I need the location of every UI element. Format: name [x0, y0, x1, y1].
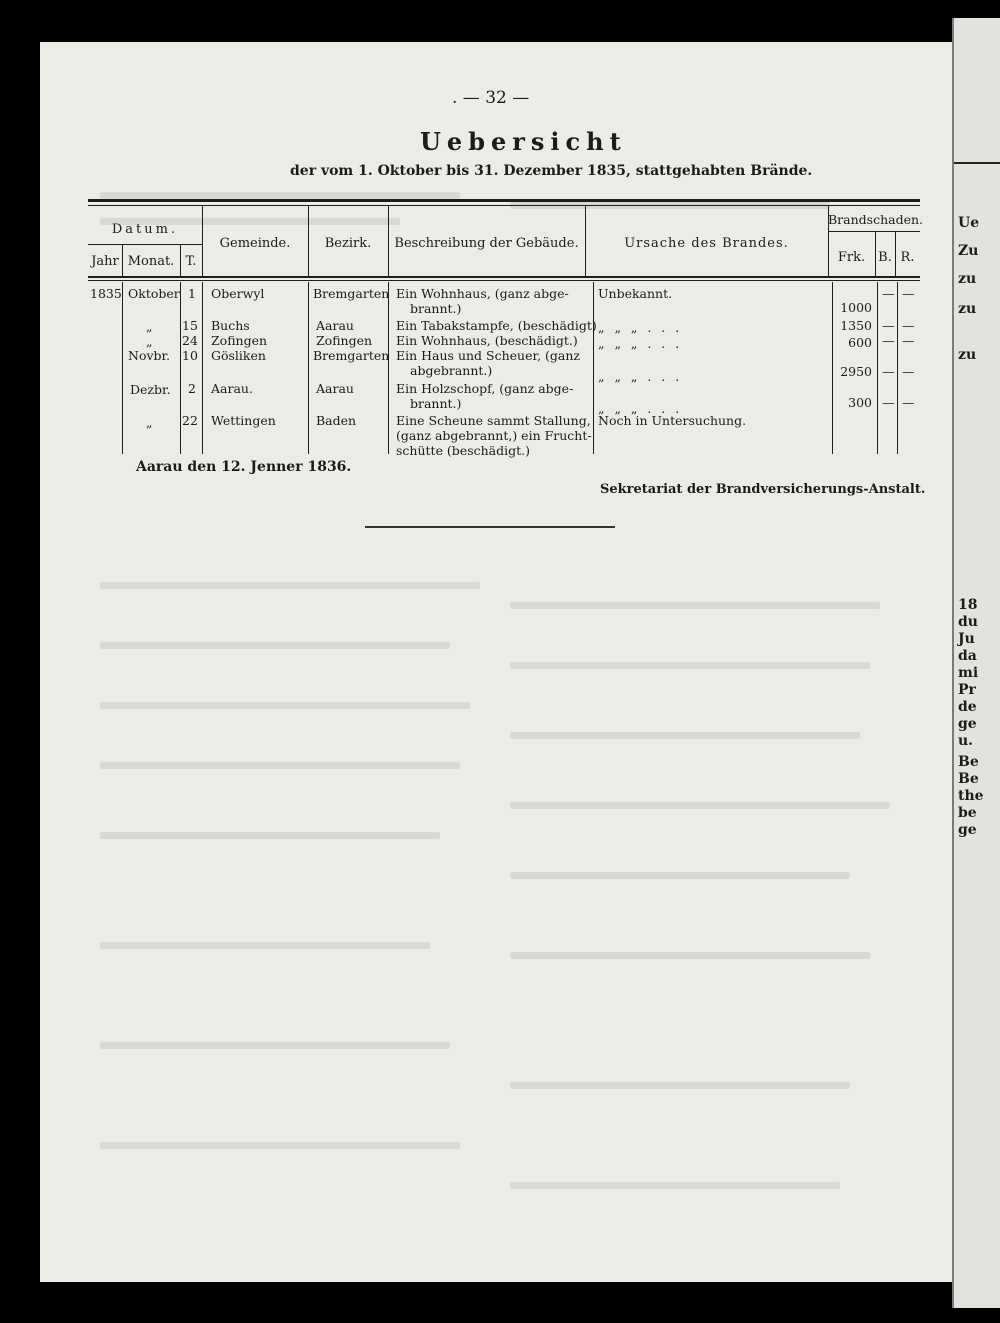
cell-b: —: [882, 318, 895, 333]
cell-tag: 24: [182, 333, 198, 348]
adjacent-fragment: Zu: [958, 243, 979, 259]
cell-jahr: 1835: [90, 286, 122, 301]
cell-beschreibung-line: schütte (beschädigt.): [396, 443, 531, 458]
cell-monat: Oktober: [128, 286, 180, 301]
cell-gemeinde: Aarau.: [211, 381, 253, 396]
header-brandschaden: Brandschaden.: [828, 212, 924, 227]
cell-ursache: „ „ „ . . .: [598, 401, 683, 416]
cell-monat: „: [146, 415, 153, 430]
cell-r: —: [902, 333, 915, 348]
adjacent-fragment: Ju: [958, 631, 975, 647]
cell-tag: 15: [182, 318, 198, 333]
cell-b: —: [882, 286, 895, 301]
adjacent-fragment: Be: [958, 771, 979, 787]
header-r: R.: [900, 250, 915, 265]
cell-monat: „: [146, 319, 153, 334]
adjacent-fragment: the: [958, 788, 984, 804]
adjacent-fragment: ge: [958, 716, 977, 732]
cell-frk: 600: [848, 335, 872, 350]
cell-bezirk: Zofingen: [316, 333, 373, 348]
cell-beschreibung-line: Ein Wohnhaus, (ganz abge-: [396, 286, 569, 301]
cell-tag: 1: [188, 286, 196, 301]
cell-bezirk: Baden: [316, 413, 357, 428]
cell-monat: „: [146, 334, 153, 349]
cell-bezirk: Aarau: [316, 318, 354, 333]
adjacent-fragment: de: [958, 699, 977, 715]
header-b: B.: [878, 250, 892, 265]
cell-beschreibung-line: brannt.): [410, 301, 462, 316]
cell-ursache: „ „ „ . . .: [598, 369, 683, 384]
cell-beschreibung-line: Ein Wohnhaus, (beschädigt.): [396, 333, 578, 348]
header-beschreibung: Beschreibung der Gebäude.: [394, 236, 579, 251]
adjacent-page-edge: [952, 18, 1000, 1308]
cell-b: —: [882, 395, 895, 410]
separator-rule: [365, 526, 615, 528]
signature: Sekretariat der Brandversicherungs-Anstalt.: [600, 482, 926, 497]
cell-beschreibung-line: abgebrannt.): [410, 363, 493, 378]
cell-frk: 300: [848, 395, 872, 410]
cell-monat: Dezbr.: [130, 382, 171, 397]
cell-tag: 2: [188, 381, 196, 396]
cell-ursache: Noch in Untersuchung.: [598, 413, 747, 428]
cell-bezirk: Bremgarten: [313, 286, 390, 301]
header-datum: Datum.: [111, 222, 179, 237]
cell-r: —: [902, 286, 915, 301]
cell-ursache: „ „ „ . . .: [598, 336, 683, 351]
cell-beschreibung-line: Ein Haus und Scheuer, (ganz: [396, 348, 580, 363]
cell-gemeinde: Gösliken: [211, 348, 266, 363]
cell-b: —: [882, 333, 895, 348]
cell-monat: Novbr.: [128, 348, 171, 363]
cell-r: —: [902, 318, 915, 333]
cell-ursache: Unbekannt.: [598, 286, 673, 301]
cell-tag: 10: [182, 348, 198, 363]
cell-beschreibung-line: Ein Holzschopf, (ganz abge-: [396, 381, 574, 396]
cell-frk: 2950: [840, 364, 872, 379]
cell-gemeinde: Wettingen: [211, 413, 276, 428]
cell-r: —: [902, 364, 915, 379]
adjacent-fragment: Be: [958, 754, 979, 770]
adjacent-fragment: u.: [958, 733, 974, 749]
cell-gemeinde: Oberwyl: [211, 286, 265, 301]
header-frk: Frk.: [837, 250, 866, 265]
cell-beschreibung-line: Ein Tabakstampfe, (beschädigt): [396, 318, 597, 333]
cell-beschreibung-line: (ganz abgebrannt,) ein Frucht-: [396, 428, 592, 443]
header-jahr: Jahr: [91, 254, 119, 269]
adjacent-fragment: Pr: [958, 682, 976, 698]
place-date: Aarau den 12. Jenner 1836.: [136, 459, 352, 475]
cell-frk: 1000: [840, 300, 872, 315]
adjacent-fragment: mi: [958, 665, 979, 681]
cell-bezirk: Aarau: [316, 381, 354, 396]
adjacent-fragment: 18: [958, 597, 978, 613]
cell-tag: 22: [182, 413, 198, 428]
adjacent-fragment: du: [958, 614, 978, 630]
header-gemeinde: Gemeinde.: [219, 236, 291, 251]
cell-ursache: „ „ „ . . .: [598, 320, 683, 335]
cell-gemeinde: Zofingen: [211, 333, 268, 348]
cell-frk: 1350: [840, 318, 872, 333]
header-bezirk: Bezirk.: [324, 236, 372, 251]
adjacent-fragment: zu: [958, 347, 977, 363]
header-monat: Monat.: [127, 254, 175, 269]
cell-gemeinde: Buchs: [211, 318, 250, 333]
adjacent-fragment: be: [958, 805, 977, 821]
page-number: . — 32 —: [452, 88, 530, 108]
cell-bezirk: Bremgarten: [313, 348, 390, 363]
adjacent-fragment: zu: [958, 301, 977, 317]
document-title: Uebersicht: [420, 127, 627, 156]
adjacent-fragment: ge: [958, 822, 977, 838]
adjacent-fragment: da: [958, 648, 977, 664]
adjacent-fragment: zu: [958, 271, 977, 287]
cell-r: —: [902, 395, 915, 410]
header-tag: T.: [185, 254, 197, 269]
cell-beschreibung-line: Eine Scheune sammt Stallung,: [396, 413, 591, 428]
header-ursache: Ursache des Brandes.: [624, 236, 789, 251]
document-subtitle: der vom 1. Oktober bis 31. Dezember 1835, stattgehabten Brände.: [290, 163, 813, 179]
adjacent-fragment: Ue: [958, 215, 980, 231]
cell-b: —: [882, 364, 895, 379]
cell-beschreibung-line: brannt.): [410, 396, 462, 411]
